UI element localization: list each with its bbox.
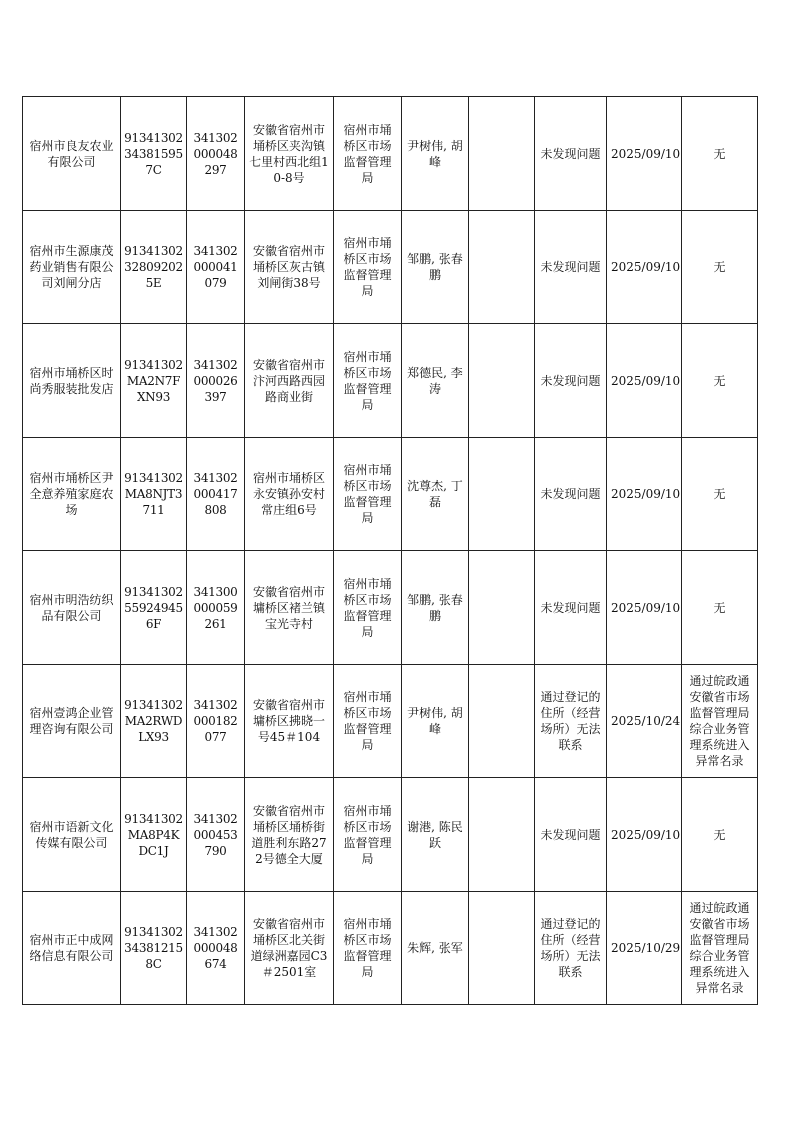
company-name-cell: 宿州市生源康茂药业销售有限公司刘闸分店 [23,211,121,324]
authority-cell: 宿州市埇桥区市场监督管理局 [334,438,402,551]
registration-number-cell: 341302000417808 [187,438,245,551]
address-cell: 安徽省宿州市埇桥区夹沟镇七里村西北组10-8号 [245,97,334,211]
table-row [23,324,758,438]
empty-cell [469,211,535,324]
authority-cell: 宿州市埇桥区市场监督管理局 [334,324,402,438]
company-name-cell: 宿州市埇桥区尹全意养殖家庭农场 [23,438,121,551]
address-cell: 宿州市埇桥区永安镇孙安村常庄组6号 [245,438,334,551]
inspection-result-cell: 未发现问题 [535,324,607,438]
registration-number-cell: 341300000059261 [187,551,245,665]
table-row [23,665,758,778]
inspection-date-cell: 2025/09/10 [607,211,682,324]
table-row [23,892,758,1005]
remark-cell: 无 [682,551,758,665]
authority-cell: 宿州市埇桥区市场监督管理局 [334,97,402,211]
inspectors-cell: 邹鹏, 张春鹏 [402,551,469,665]
inspection-result-cell: 未发现问题 [535,438,607,551]
remark-cell: 通过皖政通安徽省市场监督管理局综合业务管理系统进入异常名录 [682,665,758,778]
remark-cell: 无 [682,324,758,438]
inspection-date-cell: 2025/09/10 [607,438,682,551]
table-row [23,778,758,892]
authority-cell: 宿州市埇桥区市场监督管理局 [334,778,402,892]
registration-number-cell: 341302000041079 [187,211,245,324]
company-name-cell: 宿州市良友农业有限公司 [23,97,121,211]
address-cell: 安徽省宿州市埇桥区灰古镇刘闸街38号 [245,211,334,324]
remark-cell: 通过皖政通安徽省市场监督管理局综合业务管理系统进入异常名录 [682,892,758,1005]
inspection-date-cell: 2025/09/10 [607,324,682,438]
authority-cell: 宿州市埇桥区市场监督管理局 [334,551,402,665]
registration-number-cell: 341302000026397 [187,324,245,438]
table-row [23,551,758,665]
credit-code-cell: 91341302MA2RWDLX93 [121,665,187,778]
empty-cell [469,324,535,438]
inspectors-cell: 邹鹏, 张春鹏 [402,211,469,324]
empty-cell [469,778,535,892]
registration-number-cell: 341302000182077 [187,665,245,778]
credit-code-cell: 91341302MA8NJT3711 [121,438,187,551]
inspection-date-cell: 2025/10/24 [607,665,682,778]
credit-code-cell: 91341302343812158C [121,892,187,1005]
inspection-table [22,96,758,1005]
inspection-result-cell: 通过登记的住所（经营场所）无法联系 [535,665,607,778]
address-cell: 安徽省宿州市埇桥区北关街道绿洲嘉园C3＃2501室 [245,892,334,1005]
inspection-date-cell: 2025/10/29 [607,892,682,1005]
remark-cell: 无 [682,97,758,211]
registration-number-cell: 341302000048674 [187,892,245,1005]
company-name-cell: 宿州市语新文化传媒有限公司 [23,778,121,892]
company-name-cell: 宿州市埇桥区时尚秀服装批发店 [23,324,121,438]
inspection-result-cell: 未发现问题 [535,551,607,665]
address-cell: 安徽省宿州市汴河西路西园路商业街 [245,324,334,438]
authority-cell: 宿州市埇桥区市场监督管理局 [334,211,402,324]
inspectors-cell: 谢港, 陈民跃 [402,778,469,892]
credit-code-cell: 91341302MA8P4KDC1J [121,778,187,892]
company-name-cell: 宿州市正中成网络信息有限公司 [23,892,121,1005]
inspection-result-cell: 未发现问题 [535,97,607,211]
inspection-result-cell: 通过登记的住所（经营场所）无法联系 [535,892,607,1005]
credit-code-cell: 91341302MA2N7FXN93 [121,324,187,438]
empty-cell [469,551,535,665]
inspection-result-cell: 未发现问题 [535,778,607,892]
inspectors-cell: 沈尊杰, 丁磊 [402,438,469,551]
empty-cell [469,438,535,551]
inspectors-cell: 尹树伟, 胡峰 [402,97,469,211]
inspection-date-cell: 2025/09/10 [607,97,682,211]
inspectors-cell: 郑德民, 李涛 [402,324,469,438]
table-row [23,211,758,324]
authority-cell: 宿州市埇桥区市场监督管理局 [334,665,402,778]
credit-code-cell: 91341302559249456F [121,551,187,665]
registration-number-cell: 341302000453790 [187,778,245,892]
credit-code-cell: 91341302343815957C [121,97,187,211]
empty-cell [469,97,535,211]
address-cell: 安徽省宿州市埇桥区埇桥街道胜利东路272号德全大厦 [245,778,334,892]
inspectors-cell: 尹树伟, 胡峰 [402,665,469,778]
credit-code-cell: 91341302328092025E [121,211,187,324]
inspection-result-cell: 未发现问题 [535,211,607,324]
empty-cell [469,892,535,1005]
remark-cell: 无 [682,778,758,892]
authority-cell: 宿州市埇桥区市场监督管理局 [334,892,402,1005]
address-cell: 安徽省宿州市墉桥区拂晓一号45＃104 [245,665,334,778]
company-name-cell: 宿州市明浩纺织品有限公司 [23,551,121,665]
remark-cell: 无 [682,438,758,551]
inspection-date-cell: 2025/09/10 [607,551,682,665]
inspectors-cell: 朱辉, 张军 [402,892,469,1005]
remark-cell: 无 [682,211,758,324]
address-cell: 安徽省宿州市墉桥区褚兰镇宝光寺村 [245,551,334,665]
empty-cell [469,665,535,778]
table-row [23,438,758,551]
table-row [23,97,758,211]
registration-number-cell: 341302000048297 [187,97,245,211]
company-name-cell: 宿州壹鸿企业管理咨询有限公司 [23,665,121,778]
inspection-date-cell: 2025/09/10 [607,778,682,892]
